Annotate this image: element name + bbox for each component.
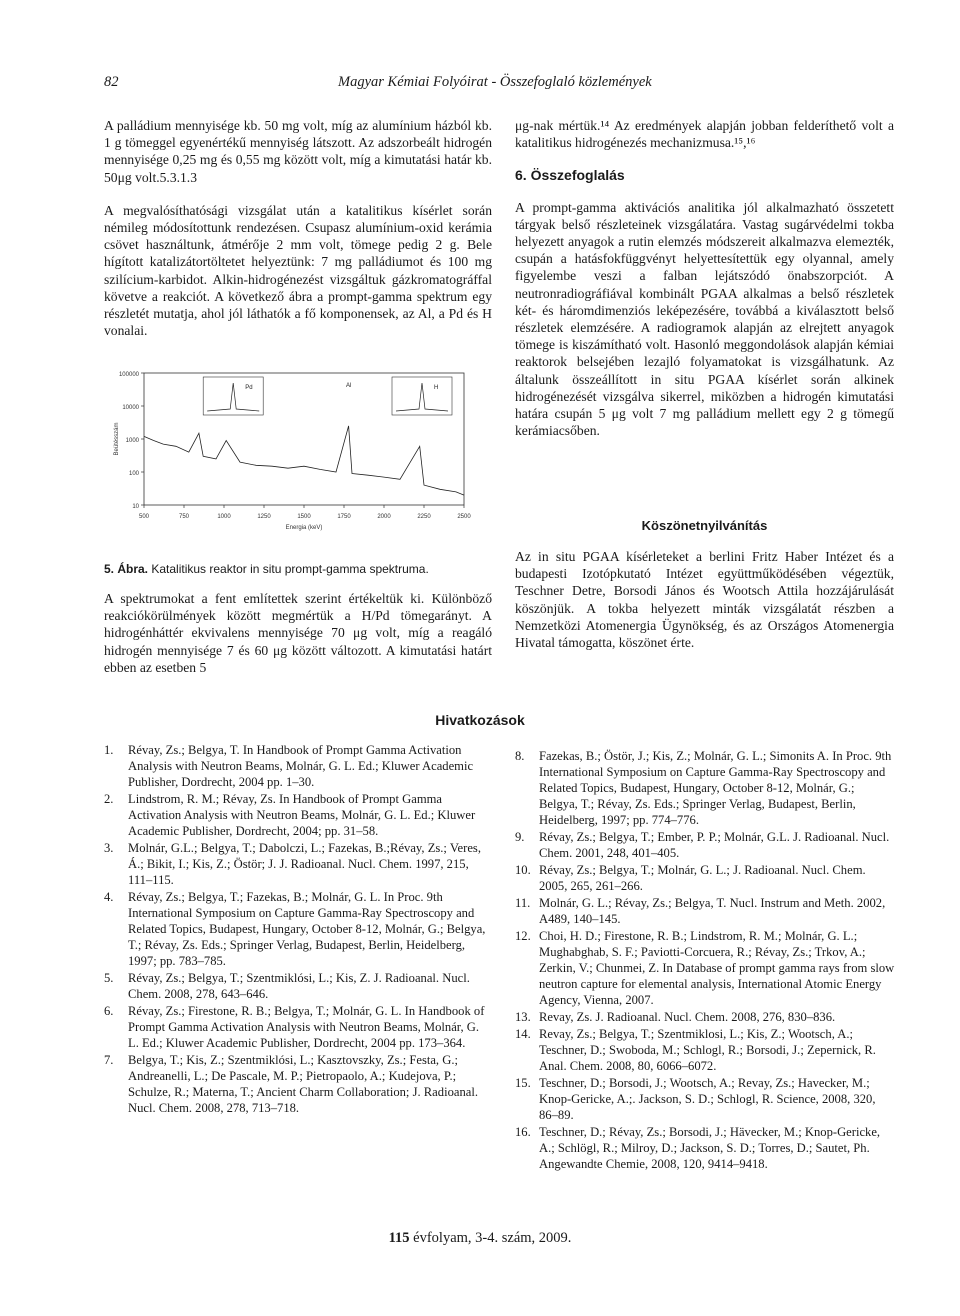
reference-text: Molnár, G.L.; Belgya, T.; Dabolczi, L.; Fazekas, B.;Révay, Zs.; Veres, Á.; Bikit, I.; Kis, Z.; Östör; J. J. Radioanal. Nucl. Chem. 1997, 215, 111–115. [128,841,481,887]
x-tick-label: 2500 [457,514,471,520]
annotation-al: Al [345,383,352,389]
reference-text: Molnár, G. L.; Révay, Zs.; Belgya, T. Nucl. Instrum and Meth. 2002, A489, 140–145. [539,896,886,926]
reference-number: 9. [515,830,525,844]
reference-item [104,840,492,888]
acknowledgement-text [515,548,894,667]
reference-text: Révay, Zs.; Belgya, T.; Szentmiklósi, L.; Kis, Z. J. Radioanal. Nucl. Chem. 2008, 278, 643–646. [128,971,470,1001]
reference-text: Teschner, D.; Borsodi, J.; Wootsch, A.; Revay, Zs.; Havecker, M.; Knop-Gericke, A.;. Jackson, S. D.; Schlogl, R. Science, 2008, 320, 86–89. [539,1076,876,1122]
reference-text: Choi, H. D.; Firestone, R. B.; Lindstrom, R. M.; Molnár, G. L.; Mughabghab, S. F.; Paviotti-Corcuera, R.; Révay, Zs.; Trkov, A.; Zerkin, V.; Chunmei, Z. In Database of prompt gamma rays from slow neutron capture for elemental analysis, International Atomic Energy Agency, Vienna, 2007. [539,929,895,1007]
right-column [515,117,894,455]
reference-text: Révay, Zs.; Belgya, T. In Handbook of Prompt Gamma Activation Analysis with Neutron Beams, Molnár, G. L. Ed.; Kluwer Academic Publisher, Dordrecht, 2004 pp. 1–30. [128,743,474,789]
x-tick-label: 500 [138,514,150,520]
reference-item [104,742,492,790]
x-tick-label: 2000 [377,514,391,520]
reference-item [515,1026,895,1074]
reference-number: 1. [104,743,114,757]
paragraph: A megvalósíthatósági vizsgálat után a katalitikus kísérlet során némileg módosítottunk rendezésen. Csupasz alumínium-oxid kerámia csövet használtunk, átmérője 2 mm volt, tömege pedig 2 g. Bele hígított katalizátortöltetet helyeztünk: 7 mg palládiumot és 100 mg szilícium-karbidot. Alkin-hidrogénezést vizsgáltuk gázkromatográffal követve a reakciót. A következő ábra a prompt-gamma spektrum egy részletét mutatja, ahol jól láthatók a fő komponensek, az Al, a Pd és H vonalai. [104,202,492,339]
caption-text: Katalitikus reaktor in situ prompt-gamma spektruma. [151,562,429,576]
y-tick-label: 10000 [122,405,139,411]
reference-number: 16. [515,1125,531,1139]
reference-number: 5. [104,971,114,985]
reference-item [104,970,492,1002]
y-tick-label: 100 [128,471,139,477]
inset-label: Pd [245,385,253,391]
reference-item [515,928,895,1008]
reference-item [515,829,895,861]
caption-label: 5. Ábra. [104,562,149,576]
reference-number: 14. [515,1027,531,1041]
acknowledgement-title: Köszönetnyilvánítás [641,518,768,533]
paragraph: A spektrumokat a fent említettek szerint értékeltük ki. Különböző reakciókörülmények között megmértük a H/Pd tömegarányt. A hidrogénháttér ekvivalens mennyisége 70 μg volt, míg a reagáló hidrogén mennyisége 7 és 60 μg között változott. A kimutatási határt ebben az esetben 5 [104,591,492,675]
section-title: 6. Összefoglalás [515,167,625,184]
reference-number: 7. [104,1053,114,1067]
reference-item [515,862,895,894]
reference-item [515,1009,895,1025]
inset-frame [392,377,452,415]
reference-number: 4. [104,890,114,904]
references-title: Hivatkozások [435,712,525,728]
paragraph: A palládium mennyisége kb. 50 mg volt, míg az alumínium házból kb. 1 g tömeggel egyenértékű mennyiség látszott. Az adszorbeált hidrogén mennyisége 0,25 mg és 0,55 mg között volt, míg a kimutatási határ kb. 50μg volt.5.3.1.3 [104,118,492,185]
reference-number: 10. [515,863,531,877]
reference-text: Révay, Zs.; Belgya, T.; Ember, P. P.; Molnár, G.L. J. Radioanal. Nucl. Chem. 2001, 248, 401–405. [539,830,890,860]
reference-item [104,889,492,969]
paragraph: μg-nak mértük.¹⁴ Az eredmények alapján jobban felderíthető volt a katalitikus hidrogénezés mechanizmusa.¹⁵,¹⁶ [515,118,894,151]
reference-text: Révay, Zs.; Belgya, T.; Molnár, G. L.; J. Radioanal. Nucl. Chem. 2005, 265, 261–266. [539,863,866,893]
references-left [104,742,492,1117]
reference-item [104,1052,492,1116]
x-tick-label: 2250 [417,514,431,520]
reference-item [104,791,492,839]
y-tick-label: 1000 [125,438,139,444]
x-tick-label: 1000 [217,514,231,520]
reference-text: Révay, Zs.; Belgya, T.; Fazekas, B.; Molnár, G. L. In Proc. 9th International Symposium on Capture Gamma-Ray Spectroscopy and Related Topics, Budapest, Hungary, October 8-12, Molnár, G.; Belgya, T.; Révay, Zs. Eds.; Springer Verlag, Budapest, Berlin, Heidelberg, 1997; pp. 783–785. [128,890,486,968]
reference-text: Révay, Zs.; Firestone, R. B.; Belgya, T.; Molnár, G. L. In Handbook of Prompt Gamma Activation Analysis with Neutron Beams, Molnár, G. L. Ed.; Kluwer Academic Publisher, Dordrecht, 2004 pp. 173–364. [128,1004,485,1050]
figure-caption [104,562,429,576]
reference-item [515,1075,895,1123]
reference-item [515,1124,895,1172]
reference-item [515,748,895,828]
inset-label: H [434,385,439,391]
reference-text: Revay, Zs. J. Radioanal. Nucl. Chem. 2008, 276, 830–836. [539,1010,836,1024]
y-axis-label: Beütésszám [114,422,120,456]
reference-number: 3. [104,841,114,855]
footer [0,1230,960,1247]
reference-text: Fazekas, B.; Östör, J.; Kis, Z.; Molnár, G. L.; Simonits A. In Proc. 9th International Symposium on Capture Gamma-Ray Spectroscopy and Related Topics, Budapest, Hungary, October 8-12, Molnár, G.; Belgya, T.; Révay, Zs. Eds.; Springer Verlag, Budapest, Berlin, Heidelberg, 1997; pp. 774–776. [539,749,892,827]
volume-number: 115 [388,1230,410,1246]
x-tick-label: 1750 [337,514,351,520]
x-axis-label: Energia (keV) [285,525,323,531]
paragraph: Az in situ PGAA kísérleteket a berlini Fritz Haber Intézet és a budapesti Izotópkutató Intézet együttműködésében végeztük, Teschner Detre, Borsodi János és Wootsch Attila hozzájárulását köszönjük. A tokba helyezett minták vizsgálatát részben a Nemzetközi Atomenergia Ügynökség, és az Országos Atomenergia Hivatal támogatta, köszönet érte. [515,549,894,651]
journal-title: Magyar Kémiai Folyóirat - Összefoglaló közlemények [338,74,652,90]
y-tick-label: 10 [132,504,139,510]
left-column [104,117,492,355]
reference-text: Revay, Zs.; Belgya, T.; Szentmiklosi, L.; Kis, Z.; Wootsch, A.; Teschner, D.; Swoboda, M.; Schlogl, R.; Borsodi, J.; Zepernick, R. Anal. Chem. 2008, 80, 6066–6072. [539,1027,876,1073]
reference-number: 13. [515,1010,531,1024]
reference-text: Lindstrom, R. M.; Révay, Zs. In Handbook of Prompt Gamma Activation Analysis with Neutron Beams, Molnár, G. L. Ed.; Kluwer Academic Publisher, Dordrecht, 2004; pp. 31–58. [128,792,476,838]
x-tick-label: 1250 [257,514,271,520]
reference-text: Teschner, D.; Révay, Zs.; Borsodi, J.; Hävecker, M.; Knop-Gericke, A.; Schlögl, R.; Milroy, D.; Jackson, S. D.; Torres, D.; Sautet, Ph. Angewandte Chemie, 2008, 120, 9414–9418. [539,1125,881,1171]
reference-number: 6. [104,1004,114,1018]
x-tick-label: 1500 [297,514,311,520]
reference-number: 2. [104,792,114,806]
left-column-continued [104,590,492,692]
spectrum-chart [104,365,492,545]
inset-frame [203,377,263,415]
reference-number: 15. [515,1076,531,1090]
paragraph: A prompt-gamma aktivációs analitika jól alkalmazható összetett tárgyak belső részleteinek vizsgálatára. Vastag sugárvédelmi tokba helyezett anyagok a rutin elemzés módszereit alkalmazva elemezték, csupán a hatásfokfüggvényt helyettesítettük egy olyannal, amely figyelembe veszi a falban lejátszódó önabszorpciót. A neutronradiográfiával kombinált PGAA alkalmas a belső részletek két- és háromdimenziós leképezésére, továbbá a kiválasztott belső részletek elemzésére. A radiogramok alapján az elrejtett anyagok tömege is kiszámítható volt. Hasonló meggondolások alapján kémiai reaktorok belsejében lezajló folyamatokat is vizsgálhatunk. Az általunk összeállított in situ PGAA kísérlet során alkinek hidrogénezését vizsgálva sikerrel, miközben a hidrogén kimutatási határa csupán 5 μg volt 7 mg palládium mellett egy 2 g tömegű kerámiacsőben. [515,199,894,439]
references-right [515,748,895,1173]
y-tick-label: 100000 [118,372,139,378]
page-number: 82 [104,74,119,90]
reference-number: 11. [515,896,531,910]
volume-text: évfolyam, 3-4. szám, 2009. [409,1230,572,1246]
reference-number: 12. [515,929,531,943]
reference-number: 8. [515,749,525,763]
spectrum-line [144,426,464,495]
reference-item [515,895,895,927]
x-tick-label: 750 [178,514,190,520]
reference-text: Belgya, T.; Kis, Z.; Szentmiklósi, L.; Kasztovszky, Zs.; Festa, G.; Andreanelli, L.; De Pascale, M. P.; Pietropaolo, A.; Kudejova, P.; Schulze, R.; Materna, T.; Ancient Charm Collaboration; J. Radioanal. Nucl. Chem. 2008, 278, 713–718. [128,1053,478,1115]
reference-item [104,1003,492,1051]
